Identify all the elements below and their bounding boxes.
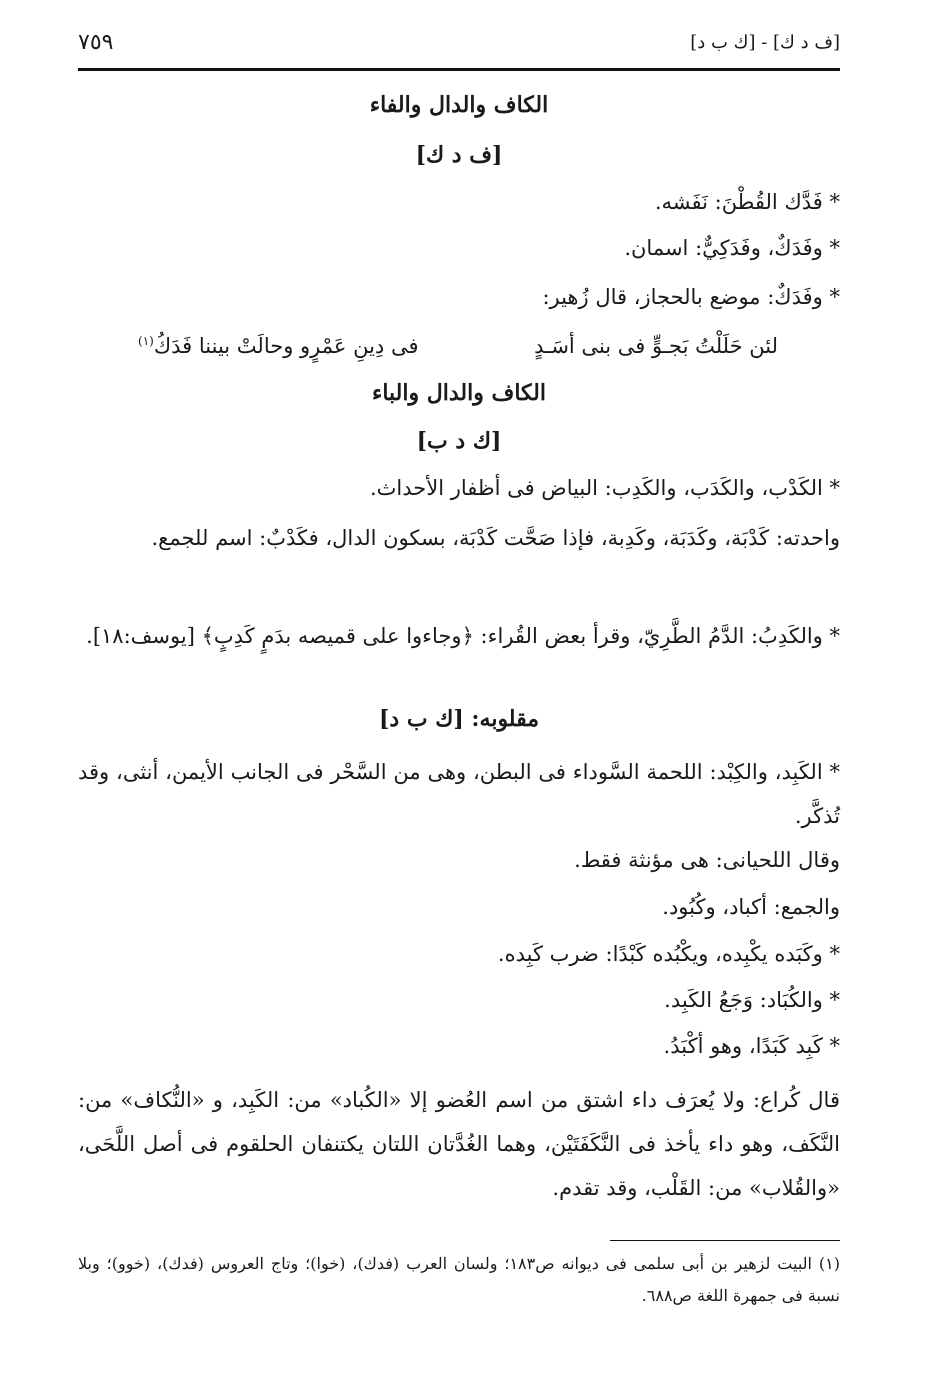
root-heading-kdb: [ك د ب] xyxy=(416,428,502,454)
running-head: [ف د ك] - [ك ب د] xyxy=(690,32,840,53)
page-number: ٧٥٩ xyxy=(78,30,114,55)
entry-line: * وفَدَكٌ: موضع بالحجاز، قال زُهير: xyxy=(542,285,840,309)
root-heading-fdk: [ف د ك] xyxy=(415,142,503,168)
entry-line: * الكَدْب، والكَدَب، والكَدِب: البياض فى أظفار الأحداث. xyxy=(369,476,840,500)
verse-second-text: فى دِينِ عَمْرٍو وحالَتْ بيننا فَدَكُ xyxy=(153,334,419,358)
entry-line: وقال اللحيانى: هى مؤنثة فقط. xyxy=(574,848,840,872)
verse-second-hemistich xyxy=(138,334,419,358)
entry-paragraph: واحدته: كَدْبَة، وكَدَبَة، وكَدِبة، فإذا صَحَّت كَدْبَة، بسكون الدال، فكَدْبٌ: اسم للجمع. xyxy=(151,526,840,550)
entry-line: * والكُبَاد: وَجَعُ الكَبِد. xyxy=(664,988,840,1012)
entry-line: * كَبِد كَبَدًا، وهو أكْبَدُ. xyxy=(663,1034,840,1058)
section-heading-maqlub: مقلوبه: [ك ب د] xyxy=(378,706,540,732)
footnote-marker: (١) xyxy=(138,334,154,348)
entry-line: * وفَدَكٌ، وفَدَكِيٌّ: اسمان. xyxy=(624,236,840,260)
footnote-rule xyxy=(610,1240,840,1241)
entry-paragraph: * الكَبِد، والكِبْد: اللحمة السَّوداء فى البطن، وهى من السَّحْر فى الجانب الأيمن، أنثى، وقد تُذكَّر. xyxy=(78,760,840,828)
entry-paragraph: * والكَدِبُ: الدَّمُ الطَّرِيّ، وقرأ بعض القُراء: ﴿وجاءوا على قميصه بدَمٍ كَدِبٍ﴾ [يوسف:١٨]. xyxy=(86,624,840,648)
verse-first-hemistich: لئن حَلَلْتُ بَجـوٍّ فى بنى أسَـدٍ xyxy=(534,334,778,358)
section-heading-kdf: الكاف والدال والفاء xyxy=(369,92,549,118)
section-heading-kdb: الكاف والدال والباء xyxy=(371,380,546,406)
entry-line: * وكَبَده يكْبِده، ويكْبُده كَبْدًا: ضرب كَبِده. xyxy=(497,942,840,966)
footnote xyxy=(78,1248,840,1312)
entry-line: * فَدَّك القُطْنَ: نَفَشه. xyxy=(654,190,840,214)
entry-paragraph: قال كُراع: ولا يُعرَف داء اشتق من اسم العُضو إلا «الكُباد» من: الكَبِد، و «النُّكاف» من: النَّكَف، وهو داء يأخذ فى النَّكَفَتَيْن، وهما الغُدَّتان اللتان يكتنفان الحلقوم فى أصل اللَّحَى، «والقُلاب» من: القَلْب، وقد تقدم. xyxy=(78,1088,840,1200)
footnote-text: البيت لزهير بن أبى سلمى فى ديوانه ص١٨٣؛ ولسان العرب (فدك)، (خوا)؛ وتاج العروس (فدك)، (خوو)؛ وبلا نسبة فى جمهرة اللغة ص٦٨٨. xyxy=(78,1254,840,1305)
footnote-marker-label: (١) xyxy=(818,1254,841,1273)
page-header xyxy=(78,28,840,62)
header-rule xyxy=(78,68,840,71)
entry-line: والجمع: أكباد، وكُبُود. xyxy=(662,895,840,919)
